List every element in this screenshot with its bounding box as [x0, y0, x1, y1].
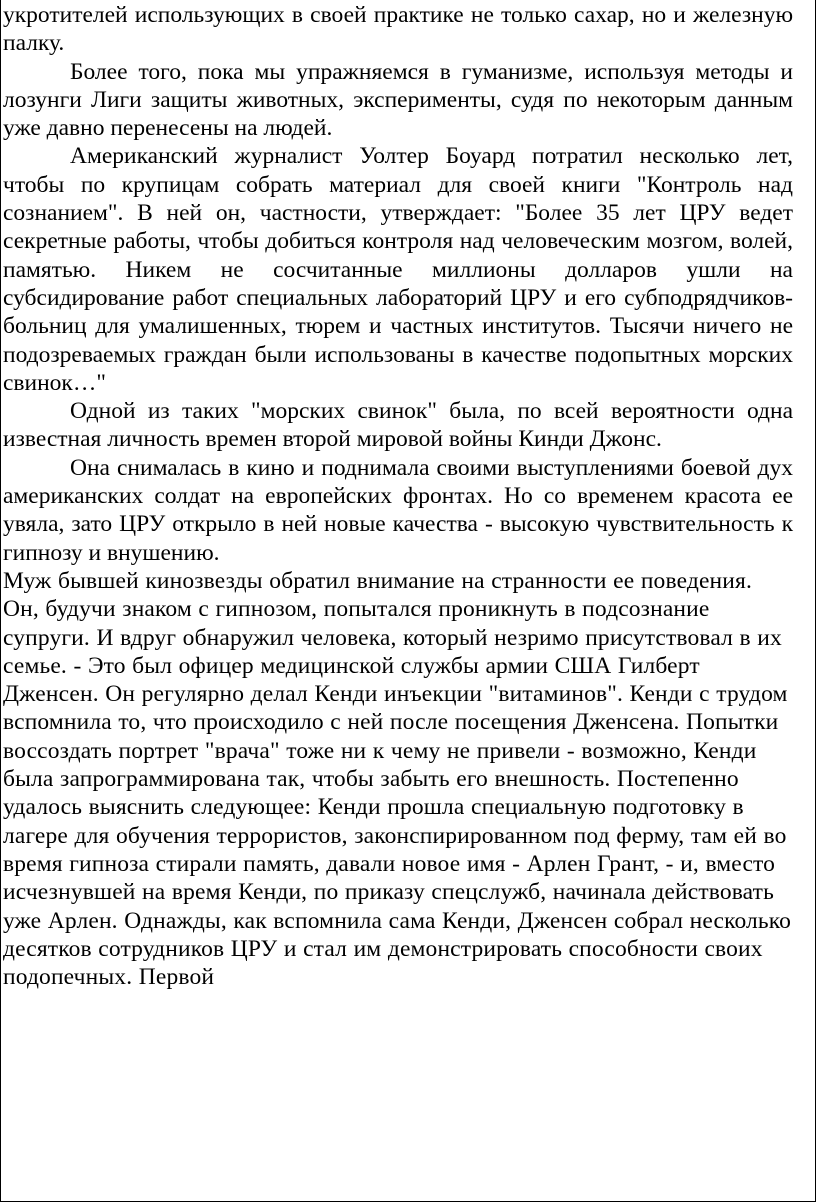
- paragraph-actress: Она снималась в кино и поднимала своими выступлениями боевой дух американских солдат на европейских фронтах. Но со временем красота ее увяла, зато ЦРУ открыло в ней новые качества - высокую чувствительность к гипнозу и внушению.: [3, 454, 793, 566]
- paragraph-bowart: Американский журналист Уолтер Боуард потратил несколько лет, чтобы по крупицам собрать материал для своей книги "Контроль над сознанием". В ней он, частности, утверждает: "Более 35 лет ЦРУ ведет секретные работы, чтобы добиться контроля над человеческим мозгом, волей, памятью. Никем не сосчитанные миллионы долларов ушли на субсидирование работ специальных лабораторий ЦРУ и его субподрядчиков-больниц для умалишенных, тюрем и частных институтов. Тысячи ничего не подозреваемых граждан были использованы в качестве подопытных морских свинок…": [3, 143, 793, 396]
- paragraph-husband: Муж бывшей кинозвезды обратил внимание на странности ее поведения. Он, будучи знаком с гипнозом, попытался проникнуть в подсознание супруги. И вдруг обнаружил человека, который незримо присутствовал в их семье. - Это был офицер медицинской службы армии США Гилберт Дженсен. Он регулярно делал Кенди инъекции "витаминов". Кенди с трудом вспомнила то, что происходило с ней после посещения Дженсена. Попытки воссоздать портрет "врача" тоже ни к чему не привели - возможно, Кенди была запрограммирована так, чтобы забыть его внешность. Постепенно удалось выяснить следующее: Кенди прошла специальную подготовку в лагере для обучения террористов, законспирированном под ферму, там ей во время гипноза стирали память, давали новое имя - Арлен Грант, - и, вместо исчезнувшей на время Кенди, по приказу спецслужб, начинала действовать уже Арлен. Однажды, как вспомнила сама Кенди, Дженсен собрал несколько десятков сотрудников ЦРУ и стал им демонстрировать способности своих подопечных. Первой: [3, 567, 792, 991]
- paragraph-guinea-pig: Одной из таких "морских свинок" была, по всей вероятности одна известная личность времен второй мировой войны Кинди Джонс.: [3, 398, 793, 453]
- paragraph-continuation: укротителей использующих в своей практике не только сахар, но и железную палку.: [3, 2, 793, 57]
- document-body: [3, 1, 793, 991]
- paragraph-humanism: Более того, пока мы упражняемся в гуманизме, используя методы и лозунги Лиги защиты животных, эксперименты, судя по некоторым данным уже давно перенесены на людей.: [3, 58, 793, 142]
